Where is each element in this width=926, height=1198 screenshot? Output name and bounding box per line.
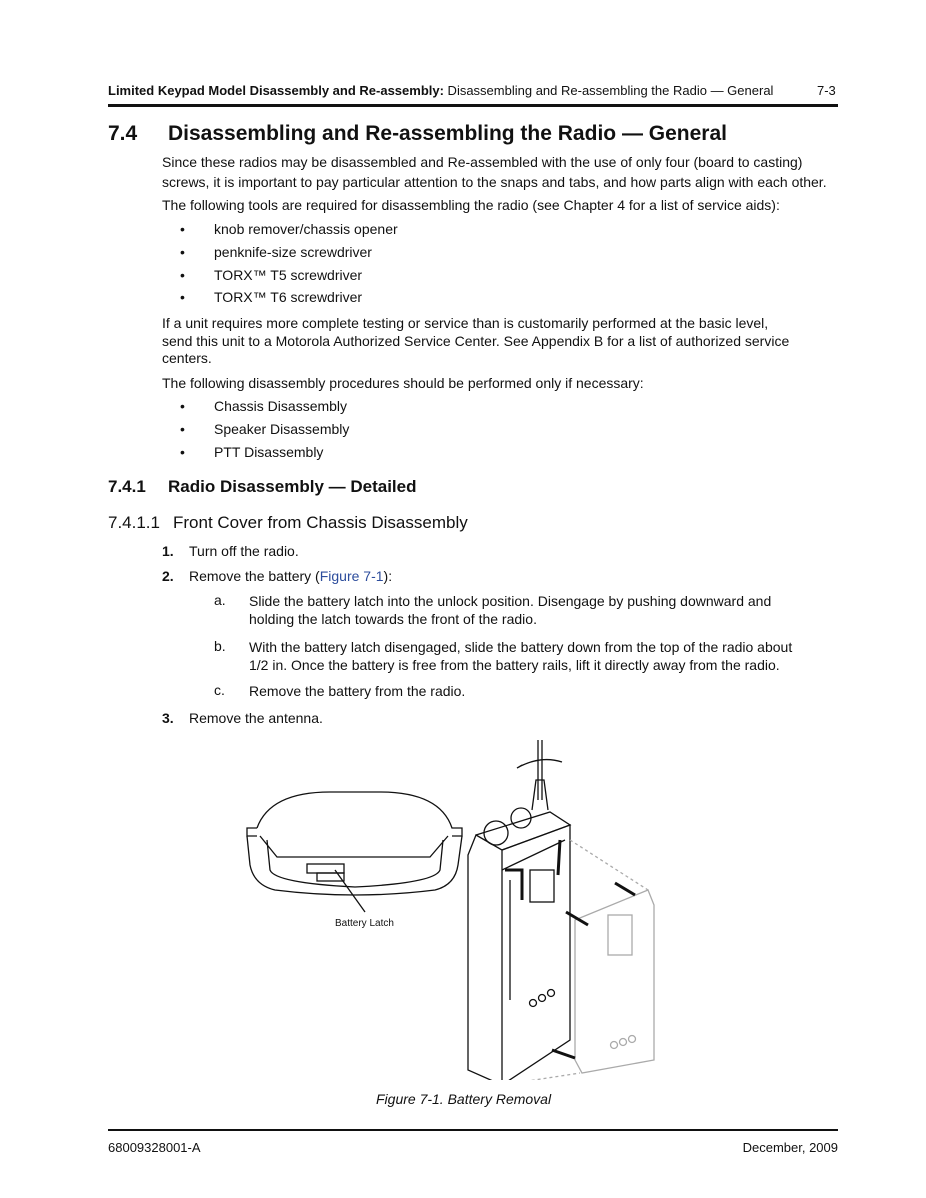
subsection-title: Radio Disassembly — Detailed bbox=[168, 477, 417, 496]
paragraph: The following tools are required for disassembling the radio (see Chapter 4 for a list of service aids): bbox=[162, 197, 780, 213]
document-number: 68009328001-A bbox=[108, 1140, 201, 1155]
step-text: Remove the antenna. bbox=[189, 710, 323, 726]
publication-date: December, 2009 bbox=[742, 1140, 838, 1155]
step-number: 1. bbox=[162, 543, 174, 559]
page-number: 7-3 bbox=[817, 83, 836, 98]
step-text: Turn off the radio. bbox=[189, 543, 299, 559]
footer-rule bbox=[108, 1129, 838, 1131]
subsubsection-number: 7.4.1.1 bbox=[108, 513, 160, 532]
battery-pack bbox=[502, 840, 654, 1080]
list-item: TORX™ T5 screwdriver bbox=[214, 267, 363, 283]
battery-removal-figure bbox=[240, 740, 700, 1080]
step-text: Remove the battery (Figure 7-1): bbox=[189, 568, 393, 584]
substep-text: Slide the battery latch into the unlock position. Disengage by pushing downward and bbox=[249, 593, 772, 609]
substep-text: holding the latch towards the front of the radio. bbox=[249, 611, 537, 627]
step-number: 3. bbox=[162, 710, 174, 726]
subsection-number: 7.4.1 bbox=[108, 477, 146, 496]
paragraph: screws, it is important to pay particular attention to the snaps and tabs, and how parts align with each other. bbox=[162, 174, 827, 190]
list-item: knob remover/chassis opener bbox=[214, 221, 398, 237]
figure-caption: Figure 7-1. Battery Removal bbox=[376, 1091, 552, 1107]
list-item: Chassis Disassembly bbox=[214, 398, 348, 414]
battery-latch-label: Battery Latch bbox=[335, 918, 394, 929]
substep-letter: b. bbox=[214, 638, 226, 654]
bullet: • bbox=[180, 244, 185, 260]
substep-text: 1/2 in. Once the battery is free from the battery rails, lift it directly away from the radio. bbox=[249, 657, 780, 673]
substep-text: With the battery latch disengaged, slide the battery down from the top of the radio about bbox=[249, 639, 793, 655]
substep-text: Remove the battery from the radio. bbox=[249, 683, 466, 699]
section-number: 7.4 bbox=[108, 122, 138, 145]
figure-link[interactable]: Figure 7-1 bbox=[319, 568, 384, 584]
paragraph: send this unit to a Motorola Authorized Service Center. See Appendix B for a list of authorized service bbox=[162, 333, 790, 349]
bullet: • bbox=[180, 221, 185, 237]
bullet: • bbox=[180, 444, 185, 460]
battery-latch-detail bbox=[247, 792, 462, 912]
subsubsection-title: Front Cover from Chassis Disassembly bbox=[173, 513, 468, 532]
list-item: PTT Disassembly bbox=[214, 444, 324, 460]
substep-letter: a. bbox=[214, 592, 226, 608]
running-header: Limited Keypad Model Disassembly and Re-assembly: Disassembling and Re-assembling the Radio — General bbox=[108, 83, 774, 98]
step-number: 2. bbox=[162, 568, 174, 584]
list-item: Speaker Disassembly bbox=[214, 421, 350, 437]
direction-arrows bbox=[552, 883, 635, 1058]
bullet: • bbox=[180, 421, 185, 437]
bullet: • bbox=[180, 398, 185, 414]
substep-letter: c. bbox=[214, 682, 225, 698]
radio-illustration bbox=[468, 740, 570, 1080]
paragraph: If a unit requires more complete testing or service than is customarily performed at the basic level, bbox=[162, 315, 769, 331]
list-item: TORX™ T6 screwdriver bbox=[214, 289, 363, 305]
paragraph: The following disassembly procedures should be performed only if necessary: bbox=[162, 375, 644, 391]
paragraph: centers. bbox=[162, 350, 212, 366]
section-title: Disassembling and Re-assembling the Radio — General bbox=[168, 122, 727, 145]
bullet: • bbox=[180, 267, 185, 283]
list-item: penknife-size screwdriver bbox=[214, 244, 372, 260]
paragraph: Since these radios may be disassembled and Re-assembled with the use of only four (board to casting) bbox=[162, 154, 803, 170]
header-rule bbox=[108, 104, 838, 107]
bullet: • bbox=[180, 289, 185, 305]
